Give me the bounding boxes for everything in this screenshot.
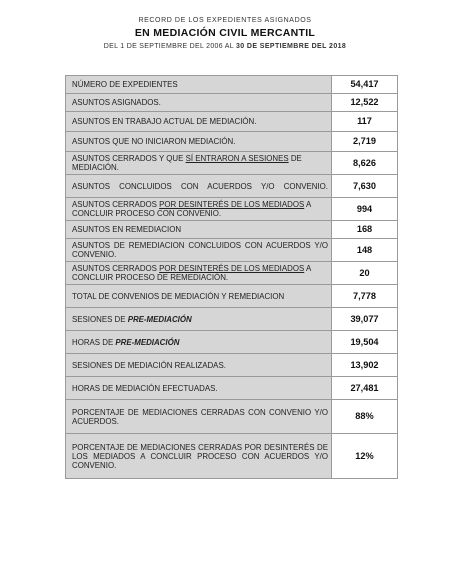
- row-value: 54,417: [332, 76, 398, 94]
- row-label: [66, 308, 332, 331]
- table-row: [66, 331, 398, 354]
- row-label-part: A CONCLUIR PROCESO DE REMEDIACIÓN.: [72, 264, 311, 282]
- table-row: [66, 132, 398, 152]
- report-title: EN MEDIACIÓN CIVIL MERCANTIL: [134, 27, 316, 39]
- row-label: ASUNTOS DE REMEDIACION CONCLUIDOS CON ACUERDOS Y/O CONVENIO.: [66, 239, 332, 262]
- row-value: 117: [332, 112, 398, 132]
- row-value: 13,902: [332, 354, 398, 377]
- table-row: [66, 94, 398, 112]
- table-row: [66, 262, 398, 285]
- row-label: [66, 331, 332, 354]
- table-row: [66, 198, 398, 221]
- row-label: NÚMERO DE EXPEDIENTES: [66, 76, 332, 94]
- row-value: 2,719: [332, 132, 398, 152]
- row-label: [66, 262, 332, 285]
- table-row: [66, 221, 398, 239]
- row-label: ASUNTOS CONCLUIDOS CON ACUERDOS Y/O CONVENIO.: [66, 175, 332, 198]
- row-label-part: ASUNTOS CERRADOS: [72, 200, 160, 209]
- row-label: [66, 152, 332, 175]
- row-value: 12%: [332, 434, 398, 479]
- row-value: 39,077: [332, 308, 398, 331]
- row-label: HORAS DE MEDIACIÓN EFECTUADAS.: [66, 377, 332, 400]
- row-value: 7,630: [332, 175, 398, 198]
- row-label: ASUNTOS EN TRABAJO ACTUAL DE MEDIACIÓN.: [66, 112, 332, 132]
- report-title-line: RECORD DE LOS EXPEDIENTES ASIGNADOS: [138, 17, 312, 24]
- row-value: 88%: [332, 400, 398, 434]
- row-value: 19,504: [332, 331, 398, 354]
- row-value: 8,626: [332, 152, 398, 175]
- report-period: [0, 43, 450, 50]
- table-row: [66, 354, 398, 377]
- row-value: 20: [332, 262, 398, 285]
- row-label: ASUNTOS ASIGNADOS.: [66, 94, 332, 112]
- row-label-part: A CONCLUIR PROCESO CON CONVENIO.: [72, 200, 311, 218]
- row-label-part: ASUNTOS CERRADOS Y QUE: [72, 154, 186, 163]
- row-value: 994: [332, 198, 398, 221]
- row-value: 12,522: [332, 94, 398, 112]
- table-row: [66, 152, 398, 175]
- row-label: TOTAL DE CONVENIOS DE MEDIACIÓN Y REMEDIACION: [66, 285, 332, 308]
- row-label-part: ASUNTOS CERRADOS: [72, 264, 160, 273]
- period-end-date: 30 DE SEPTIEMBRE DEL 2018: [235, 43, 347, 50]
- row-label: ASUNTOS QUE NO INICIARON MEDIACIÓN.: [66, 132, 332, 152]
- table-row: [66, 400, 398, 434]
- row-label-emphasis: PRE-MEDIACIÓN: [127, 314, 192, 324]
- row-label-underlined: POR DESINTERÉS DE LOS MEDIADOS: [159, 264, 305, 273]
- row-label: SESIONES DE MEDIACIÓN REALIZADAS.: [66, 354, 332, 377]
- row-label-part: HORAS DE: [72, 337, 116, 347]
- row-label: PORCENTAJE DE MEDIACIONES CERRADAS POR DESINTERÉS DE LOS MEDIADOS A CONCLUIR PROCESO CON ACUERDOS Y/O CONVENIO.: [66, 434, 332, 479]
- table-row: [66, 175, 398, 198]
- table-row: [66, 377, 398, 400]
- table-row: [66, 239, 398, 262]
- row-label: [66, 198, 332, 221]
- row-label-part: SESIONES DE: [72, 314, 128, 324]
- row-value: 168: [332, 221, 398, 239]
- row-label-part: DE MEDIACIÓN.: [72, 154, 302, 172]
- row-label-underlined: POR DESINTERÉS DE LOS MEDIADOS: [159, 200, 305, 209]
- row-label-underlined: SÍ ENTRARON A SESIONES: [185, 154, 289, 163]
- period-prefix: DEL 1 DE SEPTIEMBRE DEL 2006 AL: [103, 43, 234, 50]
- table-row: [66, 434, 398, 479]
- statistics-table: [65, 75, 398, 479]
- row-label: ASUNTOS EN REMEDIACION: [66, 221, 332, 239]
- row-label-emphasis: PRE-MEDIACIÓN: [115, 337, 180, 347]
- table-row: [66, 285, 398, 308]
- row-label: PORCENTAJE DE MEDIACIONES CERRADAS CON CONVENIO Y/O ACUERDOS.: [66, 400, 332, 434]
- row-value: 27,481: [332, 377, 398, 400]
- row-value: 148: [332, 239, 398, 262]
- table-row: [66, 308, 398, 331]
- table-row: [66, 76, 398, 94]
- table-row: [66, 112, 398, 132]
- row-value: 7,778: [332, 285, 398, 308]
